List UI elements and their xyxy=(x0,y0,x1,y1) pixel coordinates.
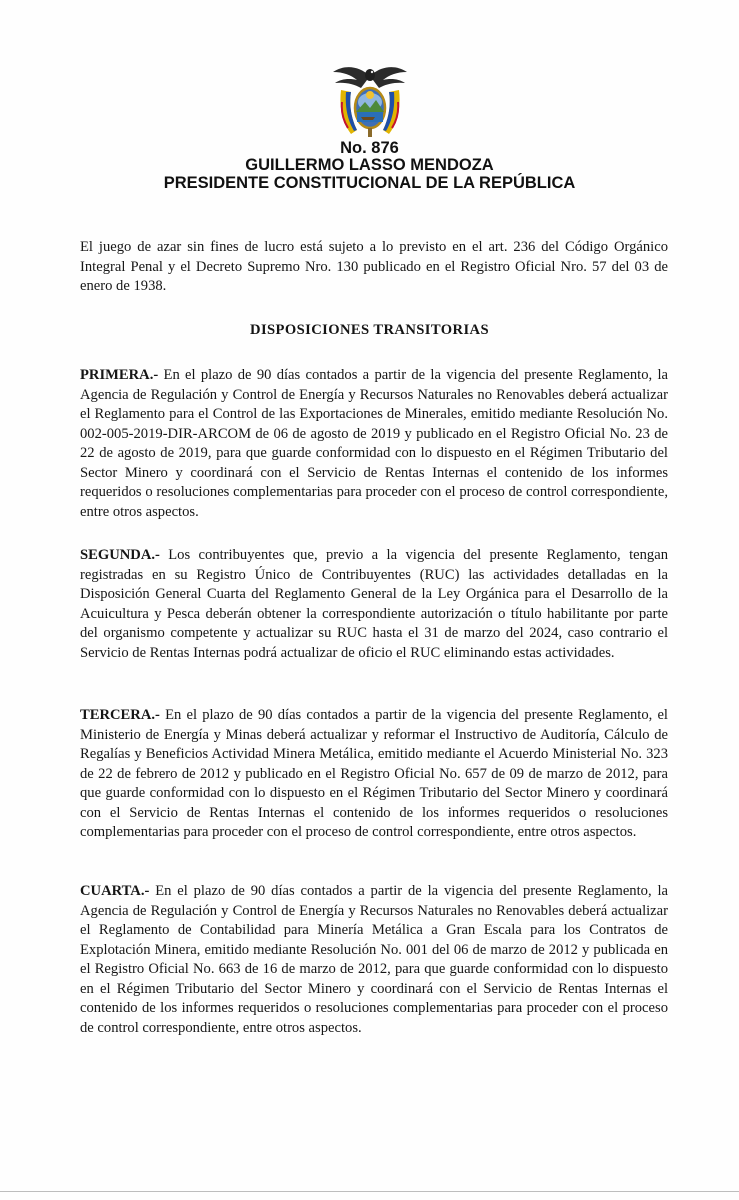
provision-text: En el plazo de 90 días contados a partir de la vigencia del presente Reglamento, la Agencia de Regulación y Control de Energía y Recursos Naturales no Renovables deberá actualizar el Reglamento de Contabilidad para Minería Metálica a Gran Escala para los Contratos de Explotación Minera, emitido mediante Resolución No. 001 del 06 de marzo de 2012 y publicada en el Registro Oficial No. 663 de 16 de marzo de 2012, para que guarde conformidad con lo dispuesto en el Régimen Tributario del Sector Minero y coordinará con el Servicio de Rentas Internas el contenido de los informes requeridos o resoluciones complementarias para proceder con el proceso de control correspondiente, entre otros aspectos. xyxy=(80,883,668,1036)
provision-text: Los contribuyentes que, previo a la vigencia del presente Reglamento, tengan registradas en su Registro Único de Contribuyentes (RUC) las actividades detalladas en la Disposición General Cuarta del Reglamento General de la Ley Orgánica para el Desarrollo de la Acuicultura y Pesca deberán obtener la correspondiente autorización o título habilitante por parte del organismo competente y actualizar su RUC hasta el 31 de marzo del 2024, caso contrario el Servicio de Rentas Internas podrá actualizar de oficio el RUC eliminando estas actividades. xyxy=(80,547,668,661)
president-title: PRESIDENTE CONSTITUCIONAL DE LA REPÚBLICA xyxy=(163,174,576,192)
president-name: GUILLERMO LASSO MENDOZA xyxy=(245,156,494,174)
provision-text: En el plazo de 90 días contados a partir de la vigencia del presente Reglamento, la Agencia de Regulación y Control de Energía y Recursos Naturales no Renovables deberá actualizar el Reglamento para el Control de las Exportaciones de Minerales, emitido mediante Resolución No. 002-005-2019-DIR-ARCOM de 06 de agosto de 2019 y publicado en el Registro Oficial No. 23 de 22 de agosto de 2019, para que guarde conformidad con lo dispuesto en el Régimen Tributario del Sector Minero y coordinará con el Servicio de Rentas Internas el contenido de los informes requeridos o resoluciones complementarias para proceder con el proceso de control correspondiente, entre otros aspectos. xyxy=(80,367,668,520)
decree-number: No. 876 xyxy=(340,139,399,157)
page-bottom-rule xyxy=(0,1191,739,1192)
provision-lead: CUARTA.- xyxy=(80,883,150,899)
intro-paragraph: El juego de azar sin fines de lucro está sujeto a lo previsto en el art. 236 del Código Orgánico Integral Penal y el Decreto Supremo Nro. 130 publicado en el Registro Oficial Nro. 57 del 03 de enero de 1938. xyxy=(80,239,668,294)
provision-primera xyxy=(80,366,668,522)
section-title: DISPOSICIONES TRANSITORIAS xyxy=(250,322,489,338)
provision-cuarta xyxy=(80,882,668,1038)
ecuador-coat-of-arms-icon xyxy=(329,62,411,138)
provision-lead: SEGUNDA.- xyxy=(80,547,160,563)
provision-tercera xyxy=(80,706,668,843)
provision-text: En el plazo de 90 días contados a partir de la vigencia del presente Reglamento, el Ministerio de Energía y Minas deberá actualizar y reformar el Instructivo de Auditoría, Cálculo de Regalías y Beneficios Actividad Minera Metálica, emitido mediante el Acuerdo Ministerial No. 323 de 22 de febrero de 2012 y publicado en el Registro Oficial No. 657 de 09 de marzo de 2012, para que guarde conformidad con lo dispuesto en el Régimen Tributario del Sector Minero y coordinará con el Servicio de Rentas Internas el contenido de los informes requeridos o resoluciones complementarias para proceder con el proceso de control correspondiente, entre otros aspectos. xyxy=(80,707,668,840)
provision-segunda xyxy=(80,546,668,663)
provision-lead: PRIMERA.- xyxy=(80,367,159,383)
provision-lead: TERCERA.- xyxy=(80,707,160,723)
